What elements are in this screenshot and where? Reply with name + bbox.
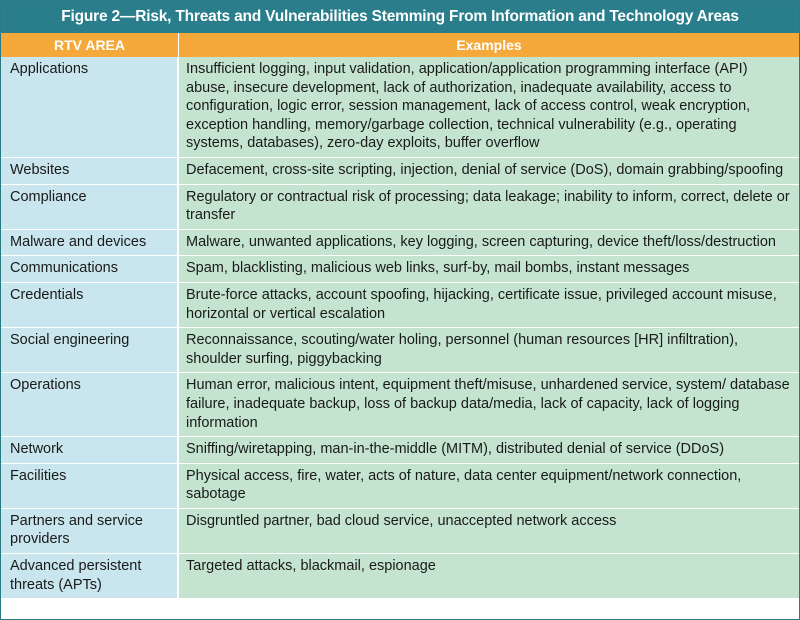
header-examples: Examples	[456, 37, 522, 53]
examples-cell: Physical access, fire, water, acts of nature, data center equipment/network connection, sabotage	[179, 464, 799, 508]
table-row	[1, 256, 799, 283]
examples-cell: Insufficient logging, input validation, application/application programming interface (API) abuse, insecure development, lack of authorization, inadequate availability, access to configuration, logic error, session management, lack of access control, weak encryption, exception handling, memory/garbage collection, technical vulnerability (e.g., operating systems, databases), zero-day exploits, buffer overflow	[179, 57, 799, 157]
examples-cell: Targeted attacks, blackmail, espionage	[179, 554, 799, 598]
table-row	[1, 57, 799, 158]
table-row	[1, 464, 799, 509]
rtv-area-cell: Advanced persistent threats (APTs)	[1, 554, 179, 598]
rtv-area-cell: Communications	[1, 256, 179, 282]
rtv-table	[1, 57, 799, 619]
rtv-area-cell: Compliance	[1, 185, 179, 229]
rtv-area-cell: Applications	[1, 57, 179, 157]
rtv-area-cell: Websites	[1, 158, 179, 184]
table-row	[1, 230, 799, 257]
table-header	[1, 33, 799, 57]
examples-cell: Malware, unwanted applications, key logging, screen capturing, device theft/loss/destruction	[179, 230, 799, 256]
rtv-area-cell: Network	[1, 437, 179, 463]
examples-cell: Regulatory or contractual risk of processing; data leakage; inability to inform, correct, delete or transfer	[179, 185, 799, 229]
figure-title: Figure 2—Risk, Threats and Vulnerabilities Stemming From Information and Technology Areas	[1, 1, 799, 33]
rtv-area-cell: Social engineering	[1, 328, 179, 372]
examples-cell: Defacement, cross-site scripting, injection, denial of service (DoS), domain grabbing/spoofing	[179, 158, 799, 184]
table-row	[1, 373, 799, 437]
examples-cell: Reconnaissance, scouting/water holing, personnel (human resources [HR] infiltration), shoulder surfing, piggybacking	[179, 328, 799, 372]
table-row	[1, 554, 799, 598]
rtv-area-cell: Malware and devices	[1, 230, 179, 256]
rtv-area-cell: Partners and service providers	[1, 509, 179, 553]
table-row	[1, 509, 799, 554]
table-row	[1, 158, 799, 185]
examples-cell: Sniffing/wiretapping, man-in-the-middle (MITM), distributed denial of service (DDoS)	[179, 437, 799, 463]
examples-cell: Brute-force attacks, account spoofing, hijacking, certificate issue, privileged account misuse, horizontal or vertical escalation	[179, 283, 799, 327]
table-row	[1, 185, 799, 230]
table-row	[1, 328, 799, 373]
examples-cell: Disgruntled partner, bad cloud service, unaccepted network access	[179, 509, 799, 553]
table-row	[1, 437, 799, 464]
examples-cell: Spam, blacklisting, malicious web links, surf-by, mail bombs, instant messages	[179, 256, 799, 282]
examples-cell: Human error, malicious intent, equipment theft/misuse, unhardened service, system/ database failure, inadequate backup, loss of backup data/media, lack of capacity, lack of logging information	[179, 373, 799, 436]
header-rtv-area: RTV AREA	[1, 33, 179, 57]
rtv-area-cell: Operations	[1, 373, 179, 436]
table-row	[1, 283, 799, 328]
rtv-area-cell: Credentials	[1, 283, 179, 327]
rtv-area-cell: Facilities	[1, 464, 179, 508]
